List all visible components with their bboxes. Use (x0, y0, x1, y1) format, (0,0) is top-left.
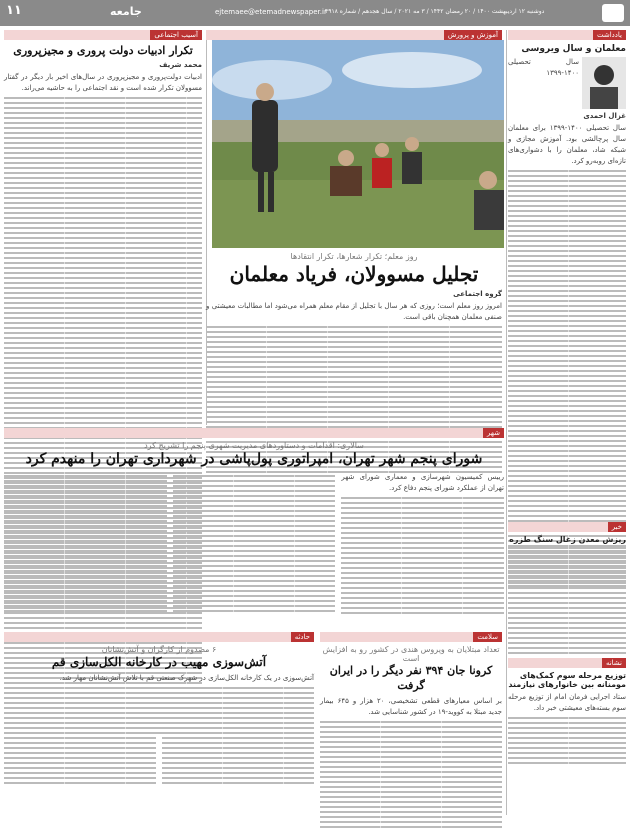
health-body: بر اساس معیارهای قطعی تشخیصی، ۲۰ هزار و ۶۴۵ بیمار جدید مبتلا به کووید-۱۹ در کشور شناسایی شد. (320, 697, 502, 716)
lead-headline: تجلیل مسوولان، فریاد معلمان (229, 262, 479, 286)
masthead (0, 0, 630, 26)
column-news (508, 522, 626, 767)
city-kicker: سالاری: اقدامات و دستاوردهای مدیریت شهری پنجم را تشریح کرد (144, 441, 364, 450)
news2-body: ستاد اجرایی فرمان امام از توزیع مرحله سوم بسته‌های معیشتی خبر داد. (508, 693, 626, 712)
news-title: ریزش معدن زغال سنگ طزره (509, 535, 626, 544)
note-author: غزال احمدی (583, 112, 626, 120)
health-headline: کرونا جان ۳۹۴ نفر دیگر را در ایران گرفت (329, 664, 493, 692)
health-tag: سلامت (473, 632, 502, 642)
accident-body: آتش‌سوزی در یک کارخانه الکل‌سازی در شهرک صنعتی قم با تلاش آتش‌نشانان مهار شد. (59, 674, 314, 682)
opinion-headline: تکرار ادبیات دولت پروری و مجیزپروری (13, 44, 193, 57)
email: ejtemaee@etemadnewspaper.ir (215, 8, 327, 16)
story-city (4, 428, 504, 617)
city-tag: شهر (483, 428, 504, 438)
news2-tag: نشانه (602, 658, 626, 668)
accident-headline: آتش‌سوزی مهیب در کارخانه الکل‌سازی قم (51, 655, 267, 669)
opinion-body: ادبیات دولت‌پروری و مجیزپروری در سال‌های اخیر بار دیگر در گفتار مسوولان تکرار شده است و نقد اجتماعی را به حاشیه می‌راند. (4, 73, 202, 92)
author-photo (582, 57, 626, 109)
lead-story (206, 30, 502, 40)
opinion-author: محمد شریف (159, 61, 202, 69)
story-health (320, 632, 502, 831)
city-body: رییس کمیسیون شهرسازی و معماری شورای شهر تهران از عملکرد شورای پنجم دفاع کرد. (341, 473, 504, 492)
accident-kicker: ۶ مصدوم از کارگران و آتش‌نشانان (101, 645, 217, 654)
city-headline: شورای پنجم شهر تهران، امپراتوری پول‌پاشی در شهرداری تهران را منهدم کرد (25, 451, 483, 467)
news2-title: توزیع مرحله سوم کمک‌های مومنانه بین خانوارهای نیازمند (508, 671, 626, 689)
accident-tag: حادثه (291, 632, 314, 642)
note-title: معلمان و سال ویروسی (521, 44, 626, 54)
story-accident (4, 632, 314, 787)
lead-group: گروه اجتماعی (453, 290, 502, 298)
section-name: جامعه (110, 5, 142, 18)
health-kicker: تعداد مبتلایان به ویروس هندی در کشور رو به افزایش است (322, 645, 500, 663)
lead-kicker: روز معلم؛ تکرار شعارها، تکرار انتقادها (290, 252, 418, 261)
column-opinion (4, 30, 202, 737)
note-body: سال تحصیلی ۱۴۰۰-۱۳۹۹ برای معلمان سال پرچالشی بود. آموزش مجازی و شبکه شاد، معلمان را با دشواری‌های تازه‌ای روبه‌رو کرد. (508, 124, 626, 165)
section-tag: یادداشت (593, 30, 626, 40)
opinion-tag: آسیب اجتماعی (150, 30, 202, 40)
news-tag: خبر (608, 522, 626, 532)
lead-photo (212, 40, 504, 248)
column-note: یادداشت معلمان و سال ویروسی سال تحصیلی ۱۴۰۰-۱۳۹۹ غزال احمدی سال تحصیلی ۱۴۰۰-۱۳۹۹ برای معلمان سال پرچالشی بود. آموزش مجازی و شبکه شاد، معلمان را با دشواری‌های تازه‌ای روبه‌رو کرد. (508, 30, 626, 590)
newspaper-logo-icon (602, 4, 624, 22)
page-number: ۱۱ (6, 3, 22, 18)
date-line: دوشنبه ۱۲ اردیبهشت ۱۴۰۰ / ۲۰ رمضان ۱۴۴۲ / ۳ مه ۲۰۲۱ / سال هجدهم / شماره ۴۹۱۸ (325, 8, 545, 15)
lead-body: امروز روز معلم است؛ روزی که هر سال با تجلیل از مقام معلم همراه می‌شود اما مطالبات معیشتی و صنفی معلمان همچنان باقی است. (206, 302, 502, 321)
lead-tag: آموزش و پرورش (444, 30, 502, 40)
